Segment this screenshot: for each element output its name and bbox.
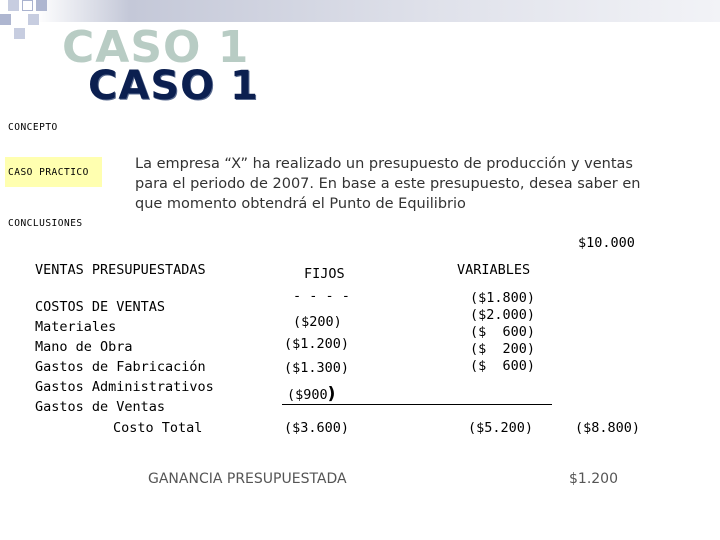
nav-item-conclusiones[interactable]: CONCLUSIONES: [8, 218, 83, 229]
intro-paragraph: La empresa “X” ha realizado un presupuesto de producción y ventas para el periodo de 2007. En base a este presupuesto, desea saber en que momento obtendrá el Punto de Equilibrio: [135, 156, 641, 212]
deco-square: [14, 28, 25, 39]
fixed-gastos-admin: ($1.300): [284, 360, 350, 376]
row-label-mano-de-obra: Mano de Obra: [35, 339, 133, 355]
var-gastos-admin: ($ 200): [470, 341, 536, 357]
total-fixed: ($3.600): [284, 420, 350, 436]
total-all: ($8.800): [575, 420, 641, 436]
nav-item-concepto[interactable]: CONCEPTO: [8, 122, 58, 133]
fixed-gastos-fabricacion: ($1.200): [284, 336, 350, 352]
deco-square: [8, 0, 19, 11]
row-label-materiales: Materiales: [35, 319, 117, 335]
row-label-gastos-fabricacion: Gastos de Fabricación: [35, 359, 206, 375]
deco-square: [22, 0, 33, 11]
top-gradient-bar: [0, 0, 720, 22]
sum-rule: [282, 404, 552, 405]
col-fixed-header: FIJOS: [304, 266, 345, 282]
var-gastos-ventas: ($ 600): [470, 358, 536, 374]
var-gastos-fabricacion: ($ 600): [470, 324, 536, 340]
total-variable: ($5.200): [468, 420, 534, 436]
fixed-gastos-ventas: [287, 384, 335, 405]
deco-square: [36, 0, 47, 11]
var-mano-de-obra: ($2.000): [470, 307, 536, 323]
fixed-gastos-ventas-value: ($900: [287, 387, 328, 403]
col-variable-header: VARIABLES: [457, 262, 531, 278]
title-shadow: CASO 1: [62, 22, 250, 73]
row-label-gastos-ventas: Gastos de Ventas: [35, 399, 166, 415]
slide-title: CASO 1: [88, 63, 259, 109]
section-label: COSTOS DE VENTAS: [35, 299, 166, 315]
fixed-materiales: - - - -: [293, 288, 350, 304]
row-label-gastos-admin: Gastos Administrativos: [35, 379, 214, 395]
sales-total: $10.000: [578, 235, 635, 251]
deco-square: [0, 14, 11, 25]
sales-label: VENTAS PRESUPUESTADAS: [35, 262, 206, 278]
var-materiales: ($1.800): [470, 290, 536, 306]
deco-square: [28, 14, 39, 25]
nav-item-caso-practico[interactable]: CASO PRACTICO: [8, 167, 89, 178]
profit-label: GANANCIA PRESUPUESTADA: [148, 471, 347, 487]
profit-value: $1.200: [569, 471, 618, 487]
fixed-gastos-ventas-paren: ): [327, 384, 336, 404]
total-label: Costo Total: [113, 420, 203, 436]
fixed-mano-de-obra: ($200): [293, 314, 342, 330]
